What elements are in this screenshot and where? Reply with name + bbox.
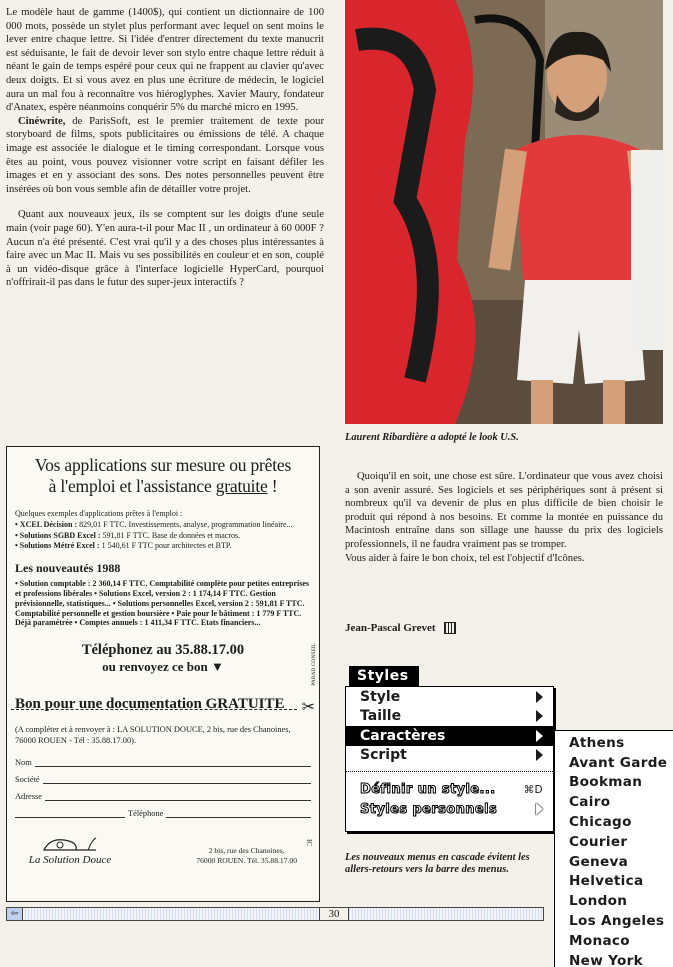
paragraph-anatex: Le modèle haut de gamme (1400$), qui contient un dictionnaire de 100 000 mots, possède un stylet plus performant avec lequel on sent moins le lever entre chaque lettre. Si l'idée d'entrer directement du texte manucrit est séduisante, le fait de devoir lever son stylo entre chaque lettre réduit à néant le gain de temps espéré pour ceux qui ne frappent au clavier qu'avec deux doigts. Et si vous avez en plus une écriture de médecin, le logiciel aura un mal fou à reconnaître vos hiéroglyphes. Xavier Maury, fondateur d'Anatex, espère néanmoins conquérir 5% du marché micro en 1995. (6, 7, 324, 114)
page-footer-scrollbar[interactable] (6, 907, 544, 921)
cinewrite-name: Cinéwrite, (18, 115, 66, 127)
snail-logo-icon (40, 832, 100, 854)
field-line-societe[interactable] (43, 775, 311, 784)
coupon-field-nom[interactable] (15, 754, 311, 767)
menu-item-script-label: Script (360, 747, 407, 764)
menu-item-taille-label: Taille (360, 708, 402, 725)
font-item[interactable]: Cairo (569, 794, 611, 811)
photo-caption: Laurent Ribardière a adopté le look U.S. (345, 432, 519, 443)
submenu-arrow-icon (536, 803, 543, 815)
ad-headline-line1: Vos applications sur mesure ou prêtes (34, 455, 292, 475)
ad-address (196, 846, 297, 866)
font-item[interactable]: New York (569, 952, 643, 967)
coupon-field-adresse[interactable] (15, 788, 311, 801)
ad-address-line1: 2 bis, rue des Chanoines, (208, 846, 285, 856)
ad-phone: Téléphonez au 35.88.17.00 (81, 642, 245, 659)
ad-headline (15, 455, 311, 497)
menu-item-style-label: Style (360, 688, 401, 705)
menu-item-script[interactable] (346, 746, 553, 766)
scroll-left-arrow-icon[interactable]: ⇦ (7, 908, 23, 920)
submenu-arrow-icon (536, 691, 543, 703)
submenu-arrow-icon (536, 749, 543, 761)
font-item[interactable]: Bookman (569, 774, 643, 791)
ad-example-3-name: • Solutions Métré Excel : (15, 541, 102, 551)
end-mark-icon (444, 622, 456, 634)
ad-address-line2: 76000 ROUEN. Tél. 35.88.17.00 (196, 856, 297, 866)
font-item[interactable]: Helvetica (569, 873, 644, 890)
ad-example-1-name: • XCEL Décision : (15, 519, 80, 529)
font-item[interactable]: Monaco (569, 932, 630, 949)
solution-douce-logo (15, 832, 125, 866)
cinewrite-text: de ParisSoft, est le premier traitement de texte pour storyboard de films, spots publicitaires ou émissions de télé. A chaque image est associée le dialogue et le timing correspondant. Lorsque vous êtes au point, vous pouvez visionner votre script en faisant défiler les images et en y associant des sons. Des notes personnelles peuvent être insérées où bon vous semble afin de détailler votre projet. (6, 115, 324, 195)
ad-headline-pre: à l'emploi et l'assistance (48, 476, 216, 496)
ad-examples (15, 509, 311, 551)
menu-separator (346, 771, 553, 772)
paragraph-games: Quant aux nouveaux jeux, ils se comptent sur les doigts d'une seule main (voir page 60). Y'en aura-t-il pour Mac II , un ordinateur à 60 000F ? Aucun n'a été présenté. C'est vrai qu'il y a des choses plus intéressantes à faire avec un Mac II. Mais vu ses possibilités en couleur et en son, couplé à un vidéo-disque grâce à l'interface logicielle HyperCard, pourquoi n'offrirait-il pas dans le futur des super-jeux interactifs ? (6, 209, 324, 289)
field-line-adresse-cont[interactable] (15, 809, 125, 818)
font-item[interactable]: Avant Garde (569, 754, 668, 771)
menu-item-style[interactable] (346, 687, 553, 707)
font-item[interactable]: Athens (569, 734, 625, 751)
ad-headline-post: ! (267, 476, 278, 496)
right-article-text (345, 470, 663, 565)
menu-item-caracteres-label: Caractères (360, 727, 446, 744)
ad-headline-underlined: gratuite (215, 476, 268, 496)
paragraph-conclusion: Quoiqu'il en soit, une chose est sûre. L'ordinateur que vous avez choisi a son avenir assuré. Ses logiciels et ses périphériques sont à présent si nombreux qu'il va devenir de plus en plus difficile de bien choisir le produit qui répond à nos besoins. Et comme la montée en puissance du Macintosh entraîne dans son sillage une hausse du prix des logiciels professionnels, il ne faudra vraiment pas se tromper. (345, 471, 663, 550)
ad-examples-intro: Quelques exemples d'applications prêtes à l'emploi : (15, 509, 183, 518)
coupon-field-telephone[interactable] (15, 805, 311, 818)
ad-send-coupon: ou renvoyez ce bon ▼ (102, 659, 224, 675)
coupon-title: Bon pour une documentation GRATUITE (15, 696, 285, 713)
coupon-field-societe[interactable] (15, 771, 311, 784)
author-signature (345, 622, 456, 634)
field-line-adresse[interactable] (45, 792, 311, 801)
ad-example-3 (15, 541, 311, 551)
submenu-arrow-icon (536, 730, 543, 742)
field-line-telephone[interactable] (166, 809, 311, 818)
ad-footer (15, 832, 311, 866)
submenu-arrow-icon (536, 710, 543, 722)
menu-shortcut: ⌘D (523, 783, 543, 796)
field-label-nom: Nom (15, 758, 32, 768)
font-item[interactable]: Courier (569, 833, 628, 850)
ad-news-title: Les nouveautés 1988 (15, 561, 121, 576)
field-label-telephone: Téléphone (128, 809, 164, 819)
ad-example-1-desc: 829,01 F TTC. Investissements, analyse, programmation linéaire... (79, 519, 293, 529)
field-label-societe: Société (15, 775, 40, 785)
coupon-note: (A compléter et à renvoyer à : LA SOLUTION DOUCE, 2 bis, rue des Chanoines, 76000 ROUEN - Tél : 35.88.17.00). (15, 725, 291, 745)
advertisement-solution-douce (6, 446, 320, 902)
ad-news-text: • Solution comptable : 2 360,14 F TTC. Comptabilité complète pour petites entreprises et professions libérales • Solutions Excel, version 2 : 1 174,14 F TTC. Gestion prévisionnelle, statistiques... • Solutions personnelles Excel, version 2 : 591,81 F TTC. Comptabilité personnelle et gestion boursière • Paie pour le bâtiment : 1 779 F TTC. Déjà paramétrée • Comptes annuels : 1 411,34 F TTC. Etats financiers... (15, 579, 310, 628)
ad-example-1 (15, 520, 311, 530)
font-item[interactable]: London (569, 893, 628, 910)
ad-example-2-desc: 591,81 F TTC. Base de données et macros. (102, 530, 241, 540)
styles-menu (345, 686, 554, 832)
font-item[interactable]: Chicago (569, 814, 632, 831)
font-item[interactable]: Geneva (569, 853, 629, 870)
page-number: 30 (319, 907, 349, 921)
fonts-submenu (554, 730, 673, 967)
logo-text: La Solution Douce (28, 854, 112, 867)
ad-example-3-desc: 1 540,61 F TTC pour architectes et BTP. (101, 541, 232, 551)
font-item[interactable]: Los Angeles (569, 913, 665, 930)
ad-example-2 (15, 531, 311, 541)
left-article-text (6, 6, 324, 290)
coupon-cut-line (11, 709, 297, 710)
ad-agency-credit: PARAD CONSEIL (311, 643, 317, 686)
ad-headline-line2 (15, 476, 311, 497)
field-line-nom[interactable] (35, 758, 311, 767)
author-name: Jean-Pascal Grevet (345, 622, 436, 634)
paragraph-cinewrite (6, 115, 324, 197)
menu-item-taille[interactable] (346, 707, 553, 727)
menu-item-definir-style[interactable] (346, 780, 553, 800)
ic-mark: IC (305, 839, 313, 846)
menu-item-personnels-label: Styles personnels (360, 801, 498, 817)
menu-caption: Les nouveaux menus en cascade évitent les allers-retours vers la barre des menus. (345, 852, 530, 875)
field-label-adresse: Adresse (15, 792, 42, 802)
paragraph-closing: Vous aider à faire le bon choix, tel est l'objectif d'Icônes. (345, 552, 585, 564)
photo-laurent-ribardiere (345, 0, 663, 424)
menu-title-styles[interactable]: Styles (349, 666, 419, 686)
menu-item-styles-personnels[interactable] (346, 800, 553, 820)
ad-example-2-name: • Solutions SGBD Excel : (15, 530, 103, 540)
scissors-icon: ✂ (301, 699, 315, 716)
menu-item-definir-label: Définir un style... (360, 782, 496, 798)
menu-item-caracteres[interactable] (346, 726, 553, 746)
photo-illustration (345, 0, 663, 424)
